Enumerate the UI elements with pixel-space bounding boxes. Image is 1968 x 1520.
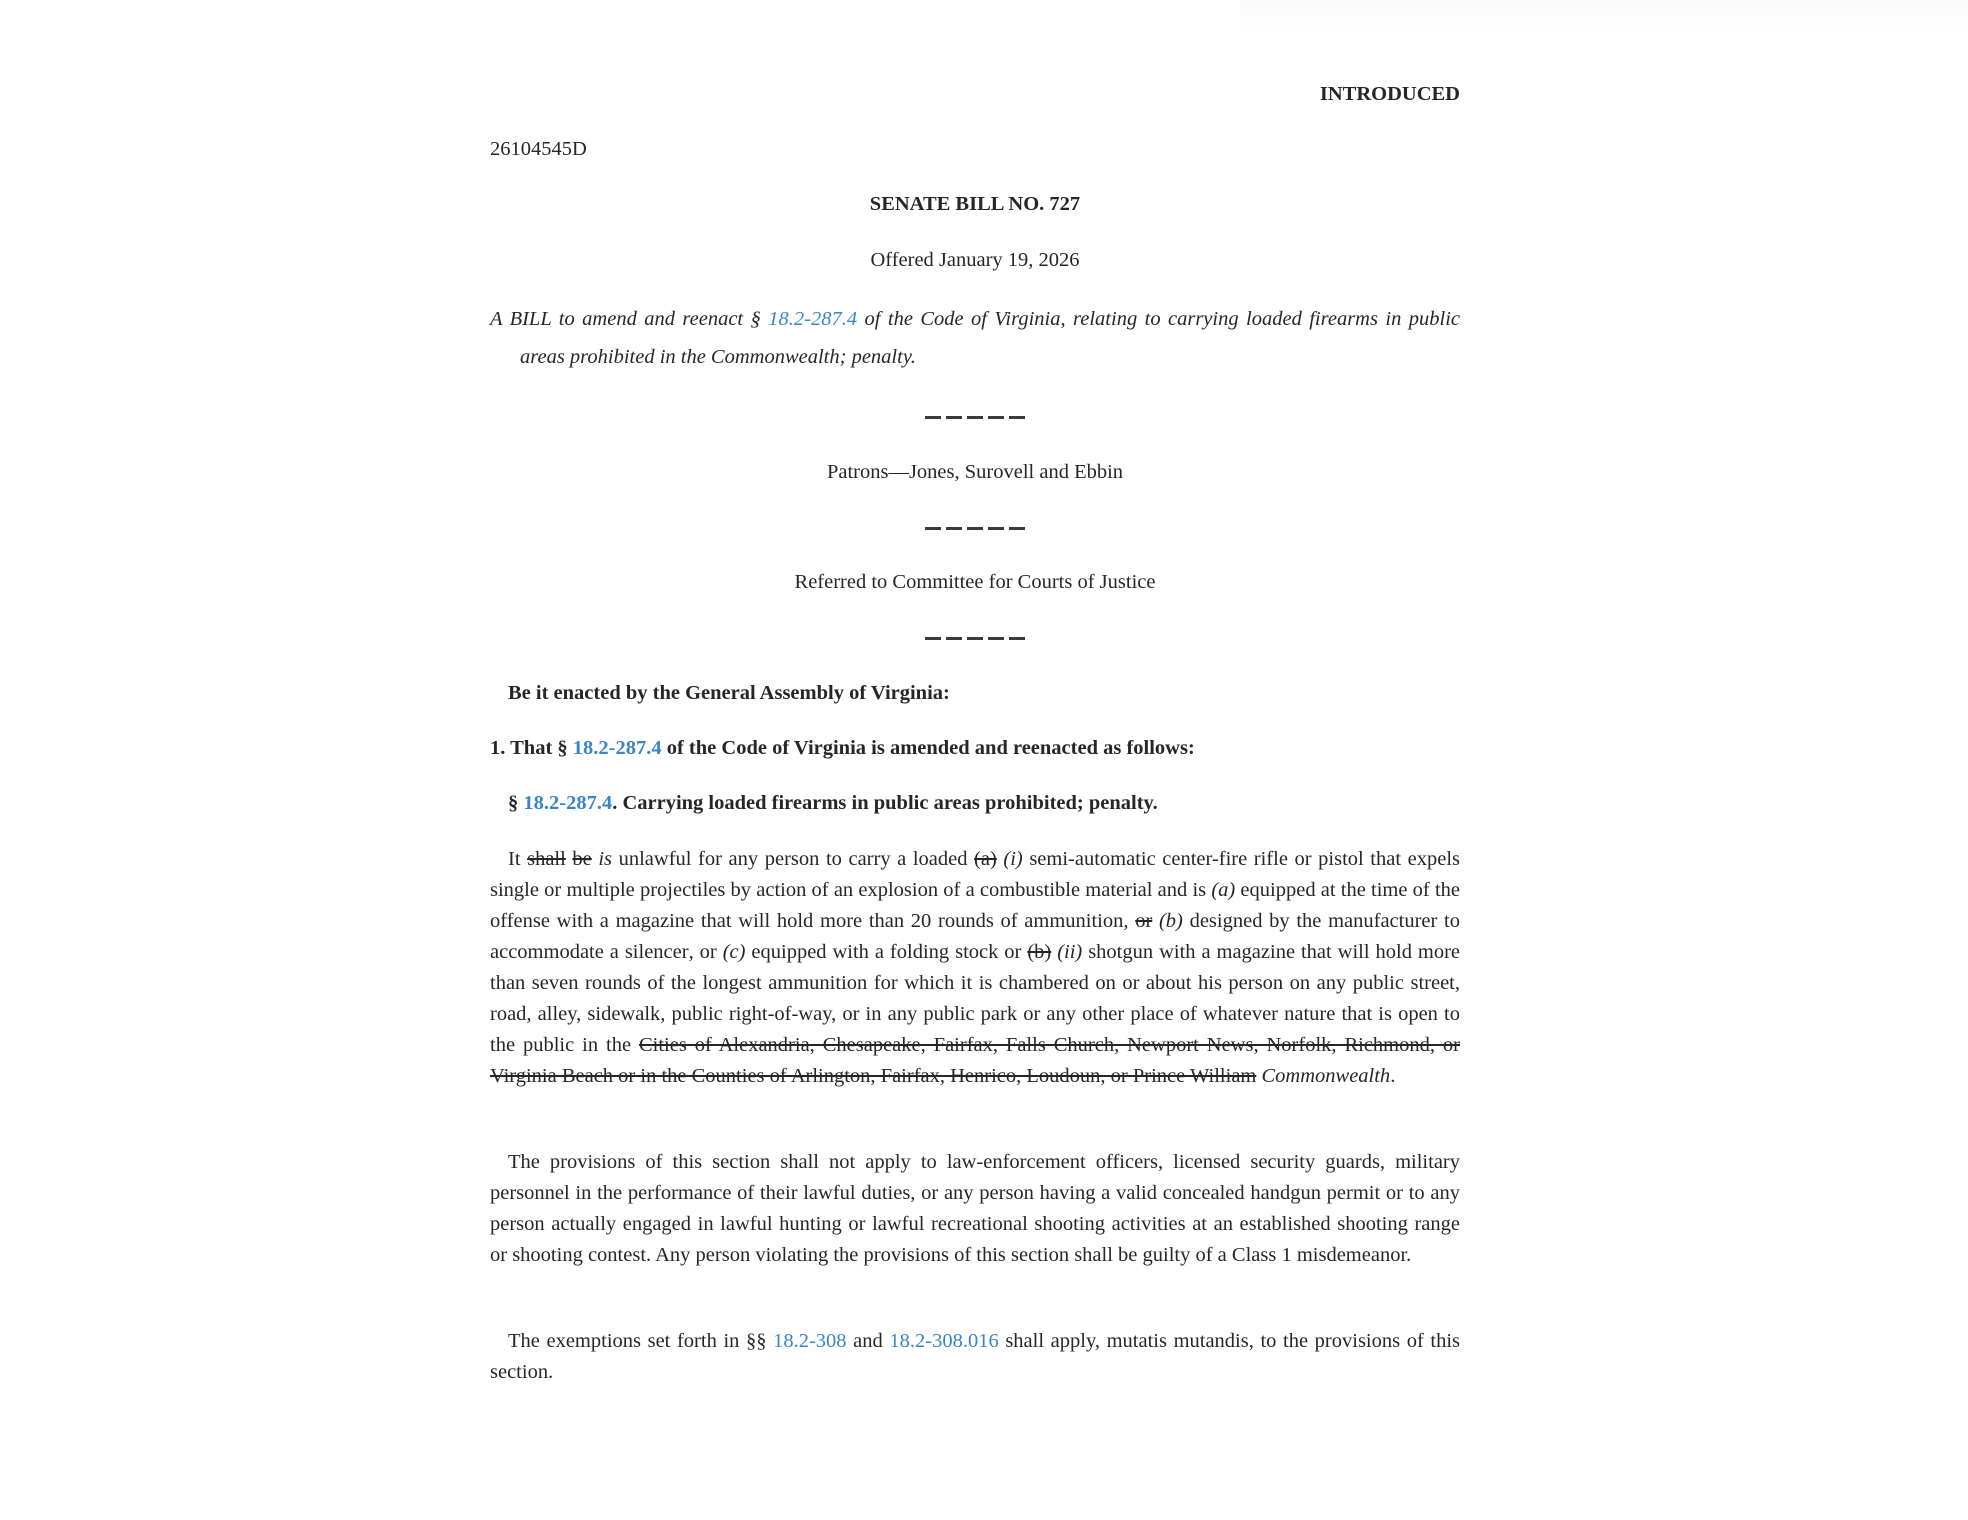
separator-2: [490, 527, 1460, 533]
section-1-link[interactable]: 18.2-287.4: [572, 737, 662, 759]
section-1-prefix: 1. That §: [490, 737, 573, 759]
para-3-suffix: shall apply, mutatis mutandis, to the provisions of this section.: [490, 1330, 1461, 1383]
text: shotgun with a magazine that will hold more than seven rounds of the longest ammunition for which it is chambered on or about his person on any public street, road, alley, sidewalk, public right-of-way, or in any public park or any other place of whatever nature that is open to the public in the: [490, 941, 1461, 1056]
deleted-text: or: [1135, 910, 1153, 932]
summary-prefix: A BILL to amend and reenact §: [490, 308, 769, 330]
patrons: Patrons—Jones, Surovell and Ebbin: [826, 461, 1124, 483]
text: [1152, 910, 1159, 932]
inserted-text: ,: [1123, 910, 1129, 932]
top-shadow: [1240, 0, 1968, 34]
text: designed by the manufacturer to accommodate a silencer: [490, 910, 1460, 963]
section-heading-suffix: . Carrying loaded firearms in public areas prohibited; penalty.: [612, 792, 1158, 814]
text: semi-automatic center-fire rifle or pistol that expels single or multiple projectiles by action of an explosion of a combustible material and is: [490, 848, 1460, 901]
body-paragraph-3: [490, 1326, 1460, 1388]
deleted-text: (b): [1027, 941, 1052, 963]
text: equipped at the time of the offense with a magazine that will hold more than 20 rounds of ammunition: [490, 879, 1460, 932]
inserted-text: (b): [1158, 910, 1183, 932]
section-1-clause: [490, 733, 1460, 764]
body-paragraph-1: [490, 844, 1460, 1092]
bill-title: SENATE BILL NO. 727: [869, 193, 1081, 215]
deleted-text: be: [572, 848, 592, 870]
inserted-text: Commonwealth: [1261, 1065, 1391, 1087]
status-label: INTRODUCED: [1319, 83, 1460, 105]
inserted-text: (i): [1003, 848, 1023, 870]
inserted-text: is: [598, 848, 613, 870]
deleted-text: Cities of Alexandria, Chesapeake, Fairfax, Falls Church, Newport News, Norfolk, Richmond, or Virginia Beach or in the Counties of Arlington, Fairfax, Henrico, Loudoun, or Prince William: [490, 1034, 1460, 1087]
exemption-link-18-2-308-016[interactable]: 18.2-308.016: [889, 1330, 999, 1352]
para-3-prefix: The exemptions set forth in §§: [508, 1330, 774, 1352]
separator-1: [490, 416, 1460, 422]
section-heading-prefix: §: [508, 792, 524, 814]
summary-section-link[interactable]: 18.2-287.4: [768, 308, 858, 330]
inserted-text: (c): [722, 941, 746, 963]
section-1-suffix: of the Code of Virginia is amended and reenacted as follows:: [661, 737, 1195, 759]
text: or: [693, 941, 723, 963]
bill-summary: [490, 300, 1460, 376]
inserted-text: (a): [1211, 879, 1236, 901]
para-3-mid: and: [846, 1330, 890, 1352]
enacting-clause: Be it enacted by the General Assembly of Virginia:: [508, 682, 950, 704]
body-paragraph-2: The provisions of this section shall not apply to law-enforcement officers, licensed security guards, military personnel in the performance of their lawful duties, or any person having a valid concealed handgun permit or to any person actually engaged in lawful hunting or lawful recreational shooting activities at an established shooting range or shooting contest. Any person violating the provisions of this section shall be guilty of a Class 1 misdemeanor.: [490, 1151, 1460, 1266]
deleted-text: (a): [974, 848, 997, 870]
text: It: [508, 848, 528, 870]
section-heading: [490, 788, 1478, 819]
summary-suffix: of the Code of Virginia, relating to carrying loaded firearms in public areas prohibited in the Commonwealth; penalty.: [520, 308, 1461, 368]
section-heading-link[interactable]: 18.2-287.4: [523, 792, 613, 814]
inserted-text: (ii): [1057, 941, 1083, 963]
deleted-text: shall: [527, 848, 566, 870]
exemption-link-18-2-308[interactable]: 18.2-308: [773, 1330, 847, 1352]
text: .: [1390, 1065, 1396, 1087]
committee-referral: Referred to Committee for Courts of Justice: [794, 571, 1156, 593]
offered-date: Offered January 19, 2026: [870, 249, 1080, 271]
inserted-text: ,: [688, 941, 694, 963]
separator-3: [490, 637, 1460, 643]
text: unlawful for any person to carry a loaded: [612, 848, 975, 870]
text: equipped with a folding stock or: [745, 941, 1028, 963]
document-id: 26104545D: [490, 138, 587, 160]
